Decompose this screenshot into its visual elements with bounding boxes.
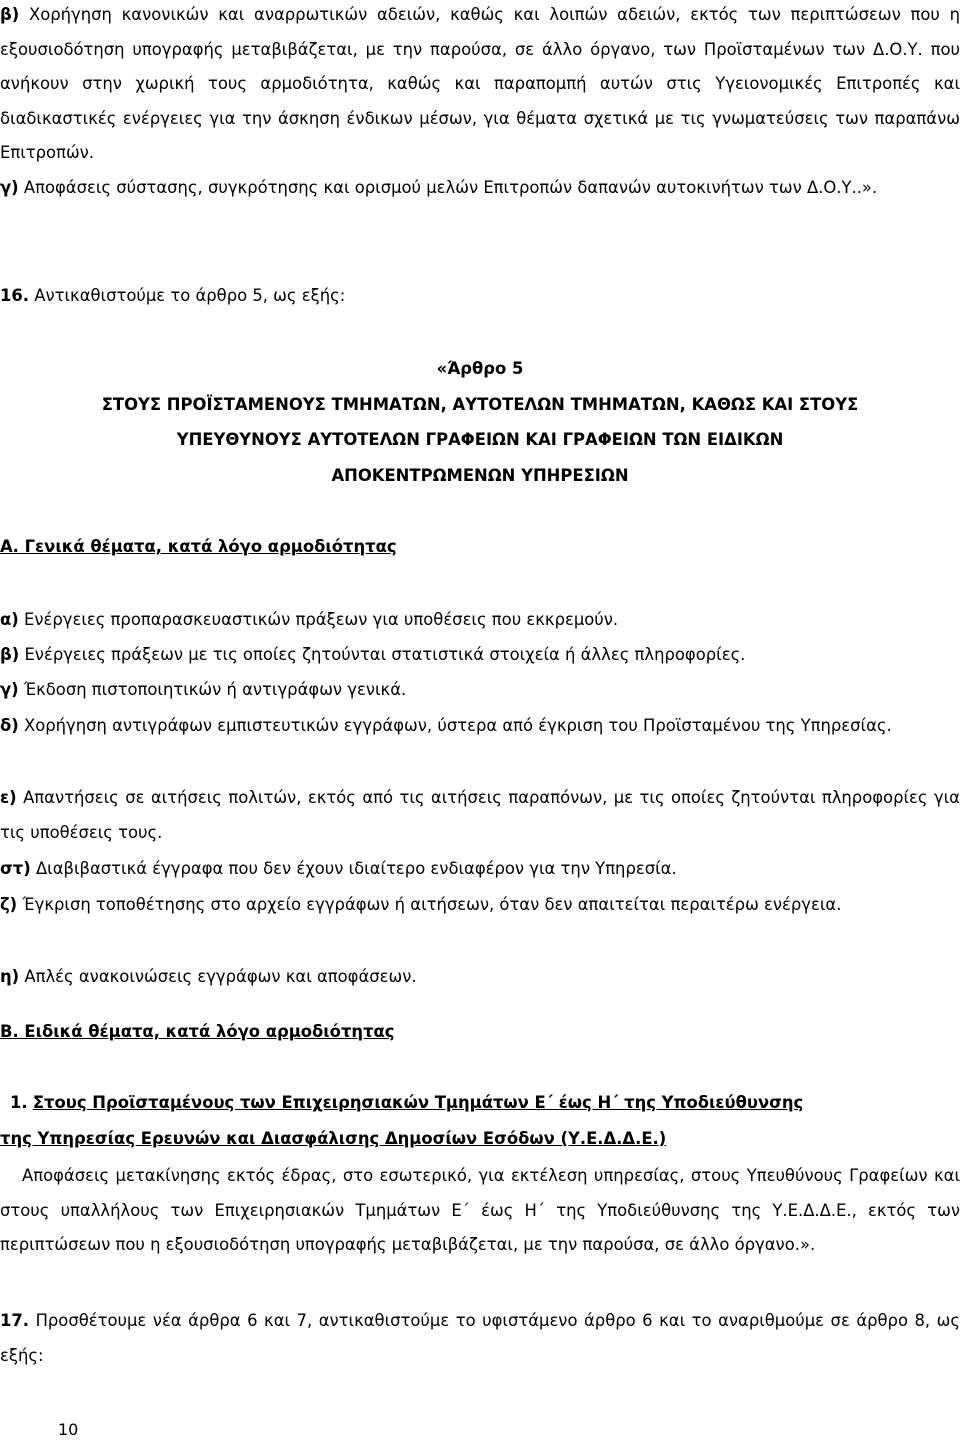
item-text: Ενέργειες πράξεων με τις οποίες ζητούνται στατιστικά στοιχεία ή άλλες πληροφορίες. (24, 645, 746, 664)
sub1-heading-line-1: Στους Προϊσταμένους των Επιχειρησιακών Τμημάτων Ε΄ έως Η΄ της Υποδιεύθυνσης (32, 1093, 804, 1112)
section-heading: Β. Ειδικά θέματα, κατά λόγο αρμοδιότητας (0, 1022, 395, 1041)
item-17 (0, 1304, 960, 1373)
item-text: Αντικαθιστούμε το άρθρο 5, ως εξής: (34, 286, 346, 305)
section-b-sub1-line-1 (0, 1086, 960, 1121)
article-title: «Άρθρο 5 (436, 359, 524, 378)
item-text: Απλές ανακοινώσεις εγγράφων και αποφάσεων. (24, 967, 417, 986)
section-a-item (0, 673, 960, 708)
sub1-heading-line-2: της Υπηρεσίας Ερευνών και Διασφάλισης Δημοσίων Εσόδων (Υ.Ε.Δ.Δ.Ε.) (0, 1129, 667, 1148)
item-text: Έγκριση τοποθέτησης στο αρχείο εγγράφων ή αιτήσεων, όταν δεν απαιτείται περαιτέρω ενέργεια. (22, 895, 842, 914)
paragraph-gamma (0, 171, 960, 206)
page-number: 10 (58, 1420, 79, 1439)
section-b-sub1-line-2 (0, 1122, 960, 1157)
item-label: β) (0, 5, 20, 24)
item-text: Προσθέτουμε νέα άρθρα 6 και 7, αντικαθιστούμε το υφιστάμενο άρθρο 6 και το αναριθμούμε σε άρθρο 8, ως εξής: (0, 1311, 960, 1365)
item-number: 17. (0, 1311, 30, 1330)
item-text: Αποφάσεις σύστασης, συγκρότησης και ορισμού μελών Επιτροπών δαπανών αυτοκινήτων των Δ.Ο.Υ..». (23, 178, 878, 197)
item-label: β) (0, 645, 20, 664)
item-text: Έκδοση πιστοποιητικών ή αντιγράφων γενικά. (23, 680, 407, 699)
item-16 (0, 279, 960, 314)
section-a-item (0, 960, 960, 995)
item-text: Ενέργειες προπαρασκευαστικών πράξεων για υποθέσεις που εκκρεμούν. (23, 610, 619, 629)
section-a-item (0, 852, 960, 887)
item-label: η) (0, 967, 20, 986)
section-b-sub1-text: Αποφάσεις μετακίνησης εκτός έδρας, στο εσωτερικό, για εκτέλεση υπηρεσίας, στους Υπευθύνους Γραφείων και στους υπαλλήλους των Επιχειρησιακών Τμημάτων Ε΄ έως Η΄ της Υποδιεύθυνσης της Υ.Ε.Δ.Δ.Ε., εκτός των περιπτώσεων που η εξουσιοδότηση υπογραφής μεταβιβάζεται, με την παρούσα, σε άλλο όργανο.». (0, 1166, 960, 1254)
section-a-item (0, 638, 960, 673)
item-label: γ) (0, 680, 19, 699)
item-label: γ) (0, 178, 19, 197)
item-label: α) (0, 610, 19, 629)
section-b-heading (0, 1015, 960, 1050)
item-text: Χορήγηση κανονικών και αναρρωτικών αδειών, καθώς και λοιπών αδειών, εκτός των περιπτώσεων που η εξουσιοδότηση υπογραφής μεταβιβάζεται, με την παρούσα, σε άλλο όργανο, των Προϊσταμένων των Δ.Ο.Υ. που ανήκουν στην χωρική τους αρμοδιότητα, καθώς και παραπομπή αυτών στις Υγειονομικές Επιτροπές και διαδικαστικές ενέργειες για την άσκηση ένδικων μέσων, για θέματα σχετικά με τις γνωματεύσεις των παραπάνω Επιτροπών. (0, 5, 960, 162)
article-heading-line-2: ΥΠΕΥΘΥΝΟΥΣ ΑΥΤΟΤΕΛΩΝ ΓΡΑΦΕΙΩΝ ΚΑΙ ΓΡΑΦΕΙΩΝ ΤΩΝ ΕΙΔΙΚΩΝ (176, 430, 784, 449)
item-number: 16. (0, 286, 30, 305)
section-heading: Α. Γενικά θέματα, κατά λόγο αρμοδιότητας (0, 537, 397, 556)
item-label: δ) (0, 716, 19, 735)
item-text: Διαβιβαστικά έγγραφα που δεν έχουν ιδιαίτερο ενδιαφέρον για την Υπηρεσία. (35, 859, 677, 878)
item-text: Χορήγηση αντιγράφων εμπιστευτικών εγγράφων, ύστερα από έγκριση του Προϊσταμένου της Υπηρεσίας. (23, 716, 892, 735)
item-label: στ) (0, 859, 31, 878)
item-text: Απαντήσεις σε αιτήσεις πολιτών, εκτός από τις αιτήσεις παραπόνων, με τις οποίες ζητούνται πληροφορίες για τις υποθέσεις τους. (0, 788, 960, 842)
section-a-item (0, 781, 960, 850)
section-a-item (0, 603, 960, 638)
item-label: ζ) (0, 895, 18, 914)
article-heading-line-1: ΣΤΟΥΣ ΠΡΟΪΣΤΑΜΕΝΟΥΣ ΤΜΗΜΑΤΩΝ, ΑΥΤΟΤΕΛΩΝ ΤΜΗΜΑΤΩΝ, ΚΑΘΩΣ ΚΑΙ ΣΤΟΥΣ (101, 395, 859, 414)
article-heading-line-3: ΑΠΟΚΕΝΤΡΩΜΕΝΩΝ ΥΠΗΡΕΣΙΩΝ (331, 466, 629, 485)
section-a-item (0, 888, 960, 923)
paragraph-beta (0, 0, 960, 171)
section-a-heading (0, 530, 960, 565)
section-a-item (0, 709, 960, 744)
item-number: 1. (10, 1093, 28, 1112)
item-label: ε) (0, 788, 17, 807)
